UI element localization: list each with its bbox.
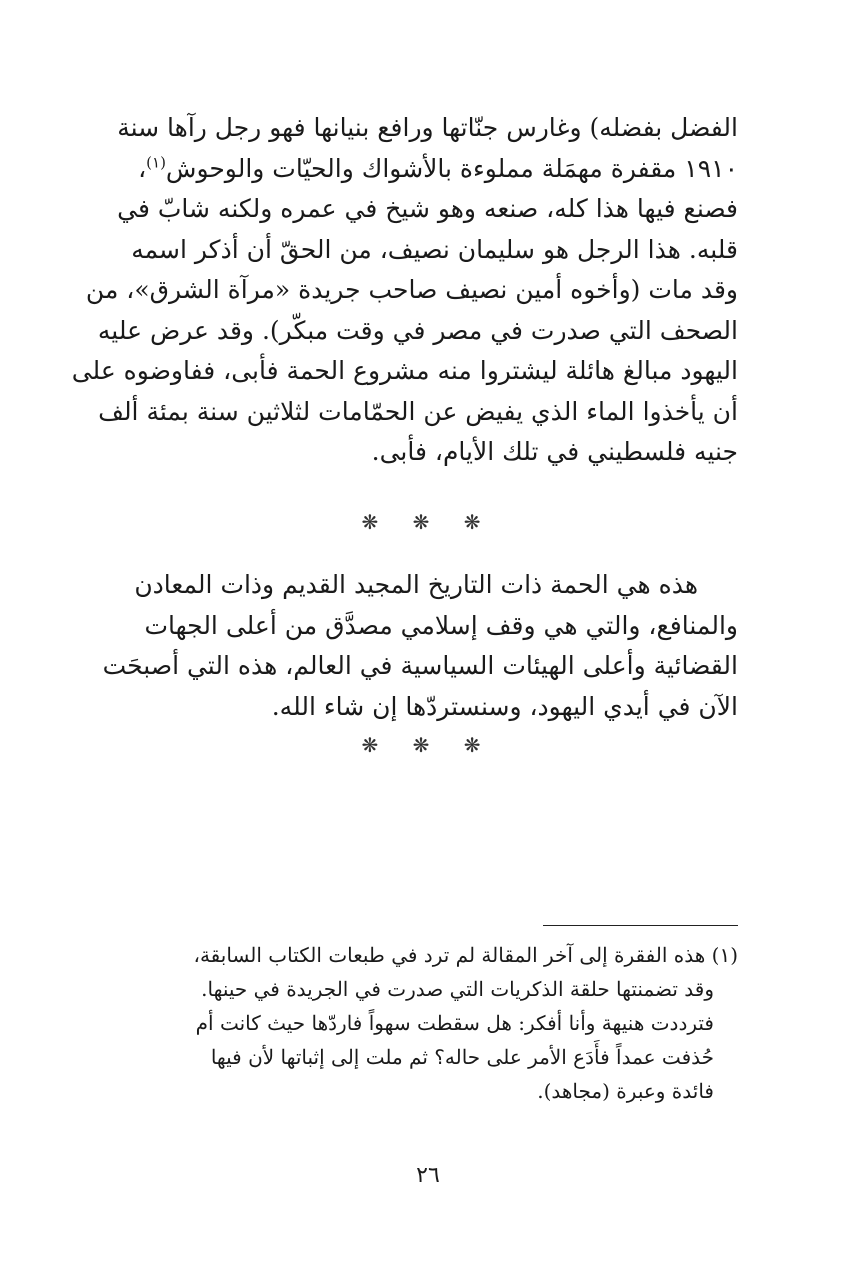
paragraph-1-line: الصحف التي صدرت في مصر في وقت مبكّر). وقد عرض عليه [97,315,738,345]
paragraph-1-line-text: ١٩١٠ مقفرة مهمَلة مملوءة بالأشواك والحيّات والوحوش [165,153,738,183]
footnote-line: وقد تضمنتها حلقة الذكريات التي صدرت في الجريدة في حينها. [201,977,714,1001]
footnote-line: (١) هذه الفقرة إلى آخر المقالة لم ترد في طبعات الكتاب السابقة، [193,943,738,967]
paragraph-1-line: جنيه فلسطيني في تلك الأيام، فأبى. [371,437,738,466]
paragraph-2-line: هذه هي الحمة ذات التاريخ المجيد القديم وذات المعادن [134,570,698,599]
page-number: ٢٦ [416,1163,440,1188]
paragraph-1-line: فصنع فيها هذا كله، صنعه وهو شيخ في عمره ولكنه شابّ في [117,194,738,223]
paragraph-2-line: الآن في أيدي اليهود، وسنستردّها إن شاء الله. [271,691,738,721]
footnote [118,938,738,1108]
paragraph-1-line: اليهود مبالغ هائلة ليشتروا منه مشروع الحمة فأبى، ففاوضوه على [71,356,738,385]
footnote-line: فائدة وعبرة (مجاهد). [537,1079,714,1103]
footnote-marker[interactable]: (١) [146,153,166,172]
footnote-line: فترددت هنيهة وأنا أفكر: هل سقطت سهواً فاردّها حيث كانت أم [195,1011,714,1035]
paragraph-1-line [118,149,738,190]
section-separator: ❋ ❋ ❋ [361,733,495,757]
paragraph-1-line: قلبه. هذا الرجل هو سليمان نصيف، من الحقّ أن أذكر اسمه [131,234,738,264]
paragraph-1-line: الفضل بفضله) وغارس جنّاتها ورافع بنيانها فهو رجل رآها سنة [117,113,738,142]
paragraph-2-line: القضائية وأعلى الهيئات السياسية في العالم، هذه التي أصبحَت [102,651,738,680]
paragraph-2-line: والمنافع، والتي هي وقف إسلامي مصدَّق من أعلى الجهات [144,610,738,640]
paragraph-2 [102,565,738,727]
paragraph-1-line: أن يأخذوا الماء الذي يفيض عن الحمّامات لثلاثين سنة بمئة ألف [98,396,738,426]
section-separator: ❋ ❋ ❋ [361,510,495,534]
footnote-divider [543,925,738,926]
paragraph-1-line: وقد مات (وأخوه أمين نصيف صاحب جريدة «مرآة الشرق»، من [85,275,738,304]
paragraph-1 [71,108,738,473]
paragraph-1-line-end: ، [138,153,147,183]
footnote-line: حُذفت عمداً فأَدَع الأمر على حاله؟ ثم ملت إلى إثباتها لأن فيها [210,1045,714,1069]
